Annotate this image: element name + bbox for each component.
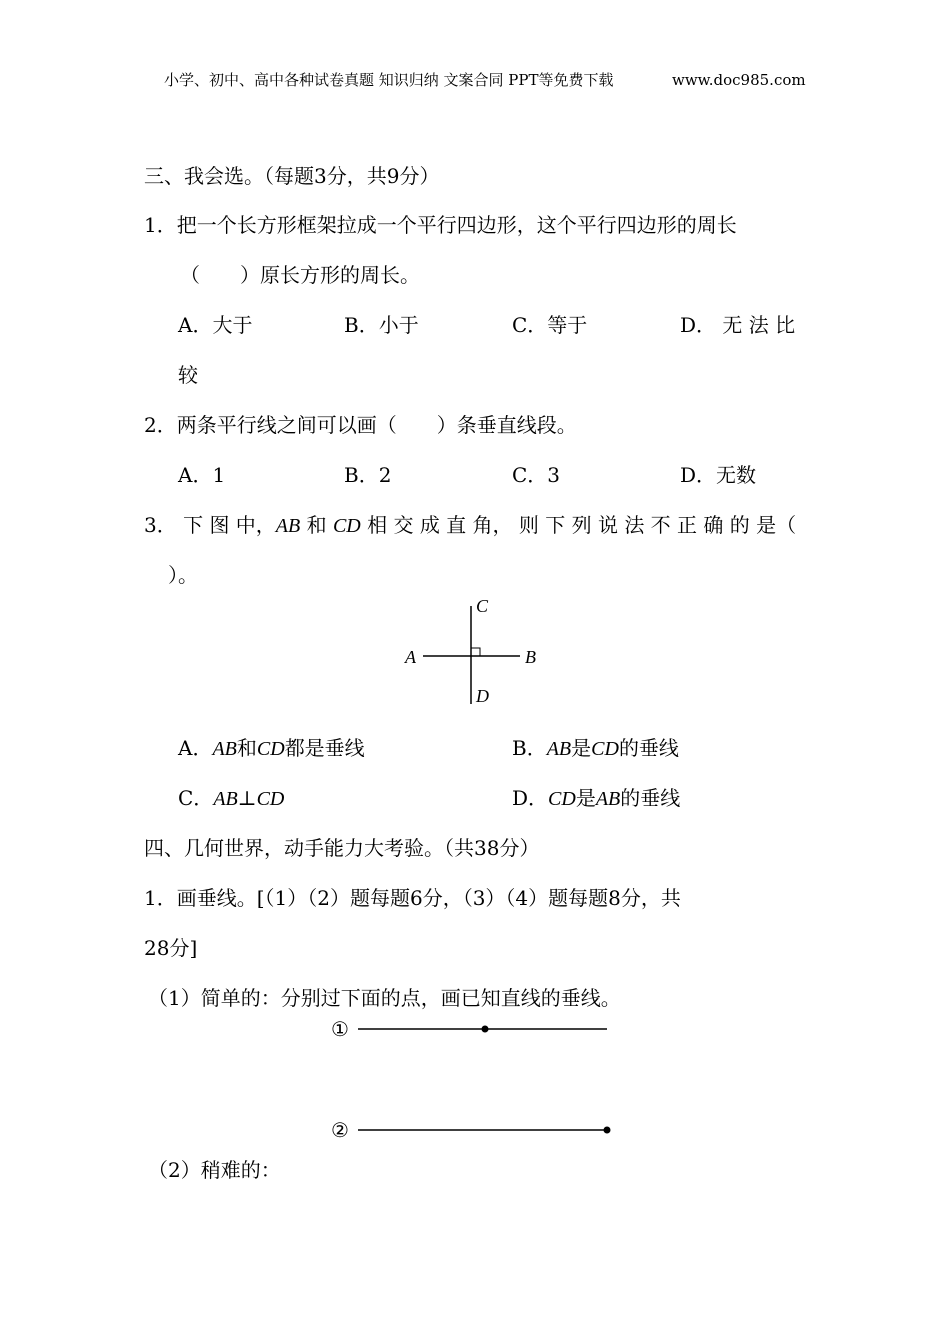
q3-and: 和 [300, 513, 333, 537]
opt-c-prefix: C． [178, 786, 214, 810]
q3-ab: AB [275, 515, 301, 537]
s4-sub1: （1）简单的：分别过下面的点，画已知直线的垂线。 [148, 986, 621, 1010]
section3-title: 三、我会选。（每题3分，共9分） [144, 164, 440, 188]
q1-option-a: A．大于 [178, 313, 253, 337]
q3-suffix: 相 交 成 直 角， 则 下 列 说 法 不 正 确 的 是（ [360, 513, 797, 537]
q3-option-d [512, 784, 680, 813]
label-d: D [476, 686, 489, 706]
q3-option-c [178, 784, 284, 813]
opt-d-prefix: D． [512, 786, 549, 810]
opt-d-ab: AB [595, 788, 621, 810]
exercise-mark-2: ② [331, 1118, 349, 1142]
exercise-point-2 [604, 1127, 611, 1134]
label-b: B [525, 647, 536, 667]
opt-a-suffix: 都是垂线 [284, 736, 365, 760]
opt-c-ab: AB [213, 788, 238, 810]
q1-option-d: D． 无 法 比 [680, 313, 796, 337]
q1-line1: 1．把一个长方形框架拉成一个平行四边形，这个平行四边形的周长 [144, 213, 737, 237]
opt-b-suffix: 的垂线 [618, 736, 679, 760]
opt-a-prefix: A． [178, 736, 213, 760]
q3-cd: CD [332, 515, 361, 537]
opt-d-cd: CD [548, 788, 576, 810]
opt-c-cd: CD [256, 788, 285, 810]
q3-option-b [512, 734, 679, 763]
q2-option-a: A．1 [178, 463, 226, 487]
q3-line1 [144, 511, 796, 540]
q1-option-c: C．等于 [512, 313, 588, 337]
exercise-mark-1: ① [331, 1017, 349, 1041]
opt-b-cd: CD [591, 738, 619, 760]
q2-option-c: C．3 [512, 463, 561, 487]
s4-q1-line2: 28分] [144, 936, 198, 960]
label-a: A [405, 647, 416, 667]
q3-line2: ）。 [168, 563, 198, 587]
header-right: www.doc985.com [672, 71, 806, 89]
s4-q1-line1: 1．画垂线。[（1）（2）题每题6分，（3）（4）题每题8分，共 [144, 886, 681, 910]
opt-b-ab: AB [546, 738, 572, 760]
exercise-point-1 [482, 1026, 489, 1033]
opt-d-mid: 是 [575, 786, 596, 810]
q2-option-d: D．无数 [680, 463, 757, 487]
s4-sub2: （2）稍难的： [148, 1158, 281, 1182]
opt-c-mid: ⊥ [237, 786, 257, 810]
label-c: C [476, 596, 489, 616]
q1-line2: （ ）原长方形的周长。 [180, 263, 420, 287]
q3-option-a [178, 734, 365, 763]
opt-a-cd: CD [256, 738, 285, 760]
opt-a-mid: 和 [236, 736, 257, 760]
q3-prefix: 3． 下 图 中， [144, 513, 276, 537]
q1-option-b: B．小于 [344, 313, 419, 337]
opt-a-ab: AB [212, 738, 237, 760]
opt-d-suffix: 的垂线 [620, 786, 681, 810]
opt-b-prefix: B． [512, 736, 547, 760]
section4-title: 四、几何世界，动手能力大考验。（共38分） [144, 836, 540, 860]
q2-option-b: B．2 [344, 463, 392, 487]
q1-option-d-wrap: 较 [178, 363, 198, 387]
right-angle-mark [471, 648, 480, 656]
opt-b-mid: 是 [571, 736, 592, 760]
header-left: 小学、初中、高中各种试卷真题 知识归纳 文案合同 PPT等免费下载 [164, 71, 614, 89]
q2-text: 2．两条平行线之间可以画（ ）条垂直线段。 [144, 413, 577, 437]
